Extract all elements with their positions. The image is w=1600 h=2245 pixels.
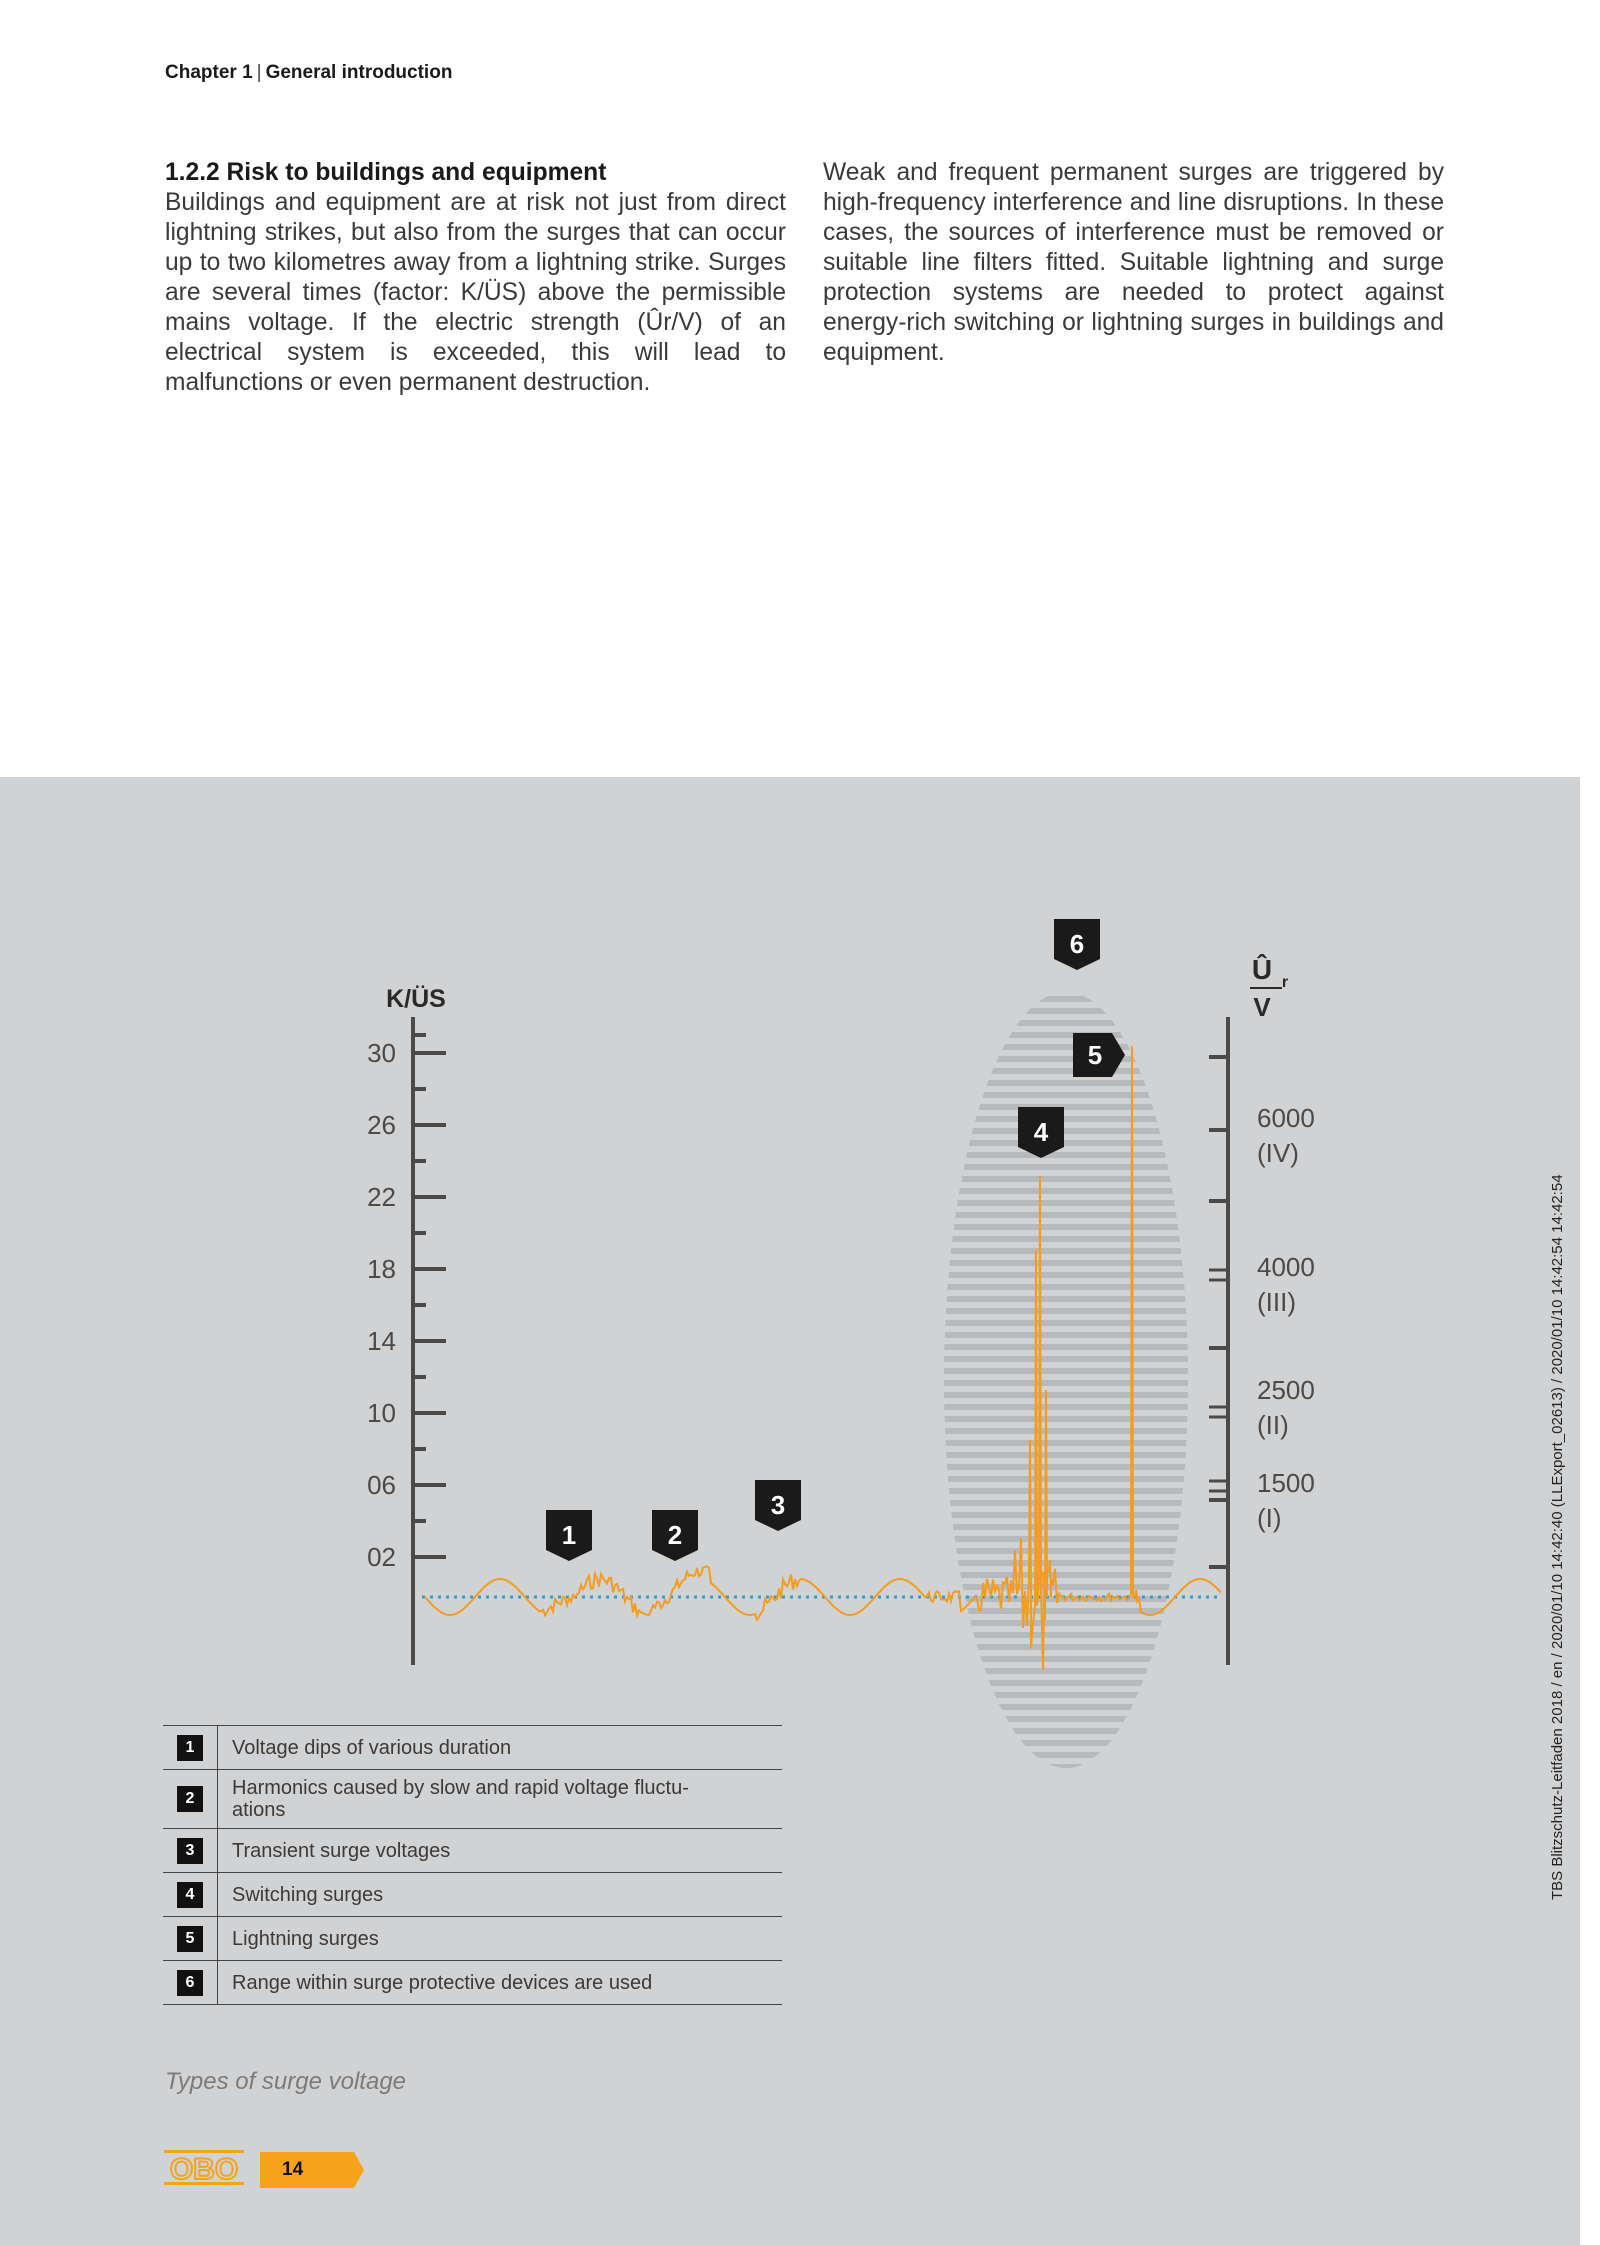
hatch-stripe xyxy=(940,1296,1200,1302)
chart-axes xyxy=(413,1017,1228,1665)
header-chapter: Chapter 1 xyxy=(165,62,253,83)
hatch-stripe xyxy=(940,1440,1200,1446)
hatch-stripe xyxy=(940,1368,1200,1374)
right-axis-title-v: V xyxy=(1253,992,1271,1022)
legend-row xyxy=(163,1770,782,1829)
hatch-stripe xyxy=(940,1200,1200,1206)
hatch-stripe xyxy=(940,1008,1200,1014)
hatch-stripe xyxy=(940,1452,1200,1458)
legend-number: 3 xyxy=(177,1838,203,1864)
obo-logo xyxy=(164,2148,248,2188)
marker-label: 5 xyxy=(1087,1040,1103,1070)
hatch-stripe xyxy=(940,1416,1200,1422)
left-tick-label: 18 xyxy=(367,1254,396,1284)
hatch-stripe xyxy=(940,1344,1200,1350)
hatch-stripe xyxy=(940,1128,1200,1134)
legend-row xyxy=(163,1873,782,1917)
marker-label: 4 xyxy=(1033,1117,1049,1147)
hatch-stripe xyxy=(940,1080,1200,1086)
hatch-stripe xyxy=(940,1140,1200,1146)
legend-text: Voltage dips of various duration xyxy=(232,1736,512,1759)
legend-table xyxy=(163,1725,782,2005)
hatch-stripe xyxy=(940,1320,1200,1326)
hatch-stripe xyxy=(940,1752,1200,1758)
left-axis-title: K/ÜS xyxy=(386,985,446,1013)
legend-row xyxy=(163,1917,782,1961)
right-paragraph: Weak and frequent permanent surges are triggered by high-frequency interference and line disruptions. In these cases, the sources of interference must be removed or suitable line filters fitted. Suitable lightning and surge protection systems are needed to protect against energy-rich switching or lightning surges in buildings and equipment. xyxy=(823,159,1444,366)
hatch-stripe xyxy=(940,1620,1200,1626)
legend-row xyxy=(163,1961,782,2005)
hatch-stripe xyxy=(940,1464,1200,1470)
header-separator: | xyxy=(256,62,262,83)
hatch-stripe xyxy=(940,1020,1200,1026)
hatch-stripe xyxy=(940,1536,1200,1542)
legend-text: Switching surges xyxy=(232,1883,384,1906)
marker-label: 3 xyxy=(770,1490,786,1520)
page-number: 14 xyxy=(282,2159,304,2180)
hatch-stripe xyxy=(940,1152,1200,1158)
hatch-stripe xyxy=(940,1164,1200,1170)
hatch-stripe xyxy=(940,1692,1200,1698)
right-tick-value: 6000 xyxy=(1257,1103,1315,1133)
hatch-stripe xyxy=(940,1332,1200,1338)
right-tick-value: 4000 xyxy=(1257,1252,1315,1282)
hatch-stripe xyxy=(940,1056,1200,1062)
right-tick-category: (IV) xyxy=(1257,1138,1299,1168)
hatch-stripe xyxy=(940,1260,1200,1266)
sidenote-text: TBS Blitzschutz-Leitfaden 2018 / en / 2020/01/10 14:42:40 (LLExport_02613) / 2020/01/10 14:42:54 14:42:54 xyxy=(1549,1174,1566,1900)
hatch-stripe xyxy=(940,1512,1200,1518)
hatch-stripe xyxy=(940,1560,1200,1566)
marker-4 xyxy=(1018,1107,1064,1158)
logo-text: OBO xyxy=(169,2153,239,2186)
legend-text: Lightning surges xyxy=(232,1927,379,1950)
legend-text: Harmonics caused by slow and rapid voltage fluctu-ations xyxy=(232,1777,689,1821)
legend-number: 4 xyxy=(177,1882,203,1908)
hatch-stripe xyxy=(940,1212,1200,1218)
left-tick-label: 22 xyxy=(367,1182,396,1212)
hatch-stripe xyxy=(940,1656,1200,1662)
hatch-stripe xyxy=(940,1116,1200,1122)
hatch-stripe xyxy=(940,1716,1200,1722)
hatch-stripe xyxy=(940,1728,1200,1734)
right-axis-labels xyxy=(1250,953,1315,1533)
marker-label: 1 xyxy=(561,1520,577,1550)
hatch-stripe xyxy=(940,1428,1200,1434)
hatch-stripe xyxy=(940,1044,1200,1050)
legend-number: 6 xyxy=(177,1970,203,1996)
hatch-stripe xyxy=(940,1308,1200,1314)
right-tick-value: 2500 xyxy=(1257,1375,1315,1405)
left-tick-label: 06 xyxy=(367,1470,396,1500)
hatch-stripe xyxy=(940,1548,1200,1554)
hatch-stripe xyxy=(940,1704,1200,1710)
hatch-stripe xyxy=(940,1224,1200,1230)
hatch-stripe xyxy=(940,1404,1200,1410)
header-section: General introduction xyxy=(265,62,453,83)
hatch-stripe xyxy=(940,1248,1200,1254)
hatch-stripe xyxy=(940,1632,1200,1638)
right-tick-category: (II) xyxy=(1257,1410,1289,1440)
hatch-stripe xyxy=(940,1092,1200,1098)
right-axis-title-u: Û xyxy=(1251,954,1273,985)
marker-2 xyxy=(652,1510,698,1561)
left-tick-label: 10 xyxy=(367,1398,396,1428)
hatch-stripe xyxy=(940,996,1200,1002)
hatch-stripe xyxy=(940,1584,1200,1590)
hatch-stripe xyxy=(940,1488,1200,1494)
hatch-stripe xyxy=(940,1284,1200,1290)
left-paragraph: Buildings and equipment are at risk not just from direct lightning strikes, but also from the surges that can occur up to two kilometres away from a lightning strike. Surges are several times (factor: K/ÜS) above the permissible mains voltage. If the electric strength (Ûr/V) of an electrical system is exceeded, this will lead to malfunctions or even permanent destruction. xyxy=(165,189,786,396)
legend-number: 2 xyxy=(177,1786,203,1812)
hatch-stripe xyxy=(940,1572,1200,1578)
hatch-stripe xyxy=(940,1668,1200,1674)
hatch-stripe xyxy=(940,1104,1200,1110)
legend-text: Range within surge protective devices are used xyxy=(232,1971,653,1994)
legend-text: Transient surge voltages xyxy=(232,1839,451,1862)
legend-row xyxy=(163,1829,782,1873)
legend-row xyxy=(163,1726,782,1770)
right-tick-category: (III) xyxy=(1257,1287,1296,1317)
hatch-stripe xyxy=(940,1500,1200,1506)
legend-number: 1 xyxy=(177,1735,203,1761)
hatch-stripe xyxy=(940,1272,1200,1278)
left-tick-label: 14 xyxy=(367,1326,396,1356)
section-heading: 1.2.2 Risk to buildings and equipment xyxy=(165,159,607,186)
hatch-stripe xyxy=(940,1476,1200,1482)
left-tick-label: 26 xyxy=(367,1110,396,1140)
marker-label: 2 xyxy=(667,1520,683,1550)
hatch-stripe xyxy=(940,1392,1200,1398)
legend-number: 5 xyxy=(177,1926,203,1952)
hatch-stripe xyxy=(940,1236,1200,1242)
left-tick-label: 30 xyxy=(367,1038,396,1068)
marker-1 xyxy=(546,1510,592,1561)
right-tick-value: 1500 xyxy=(1257,1468,1315,1498)
hatch-stripe xyxy=(940,1764,1200,1770)
right-axis-title-sub: r xyxy=(1281,974,1289,991)
protection-range-hatch xyxy=(940,996,1200,1770)
hatch-stripe xyxy=(940,1356,1200,1362)
left-tick-label: 02 xyxy=(367,1542,396,1572)
hatch-stripe xyxy=(940,1644,1200,1650)
marker-3 xyxy=(755,1480,801,1531)
marker-6 xyxy=(1054,919,1100,970)
page-number-tab xyxy=(260,2152,364,2188)
hatch-stripe xyxy=(940,1068,1200,1074)
right-tick-category: (I) xyxy=(1257,1503,1282,1533)
hatch-stripe xyxy=(940,1380,1200,1386)
hatch-stripe xyxy=(940,1176,1200,1182)
marker-label: 6 xyxy=(1069,929,1085,959)
hatch-stripe xyxy=(940,1740,1200,1746)
hatch-stripe xyxy=(940,1680,1200,1686)
figure-caption: Types of surge voltage xyxy=(165,2068,407,2095)
hatch-stripe xyxy=(940,1524,1200,1530)
hatch-stripe xyxy=(940,1188,1200,1194)
hatch-stripe xyxy=(940,1032,1200,1038)
